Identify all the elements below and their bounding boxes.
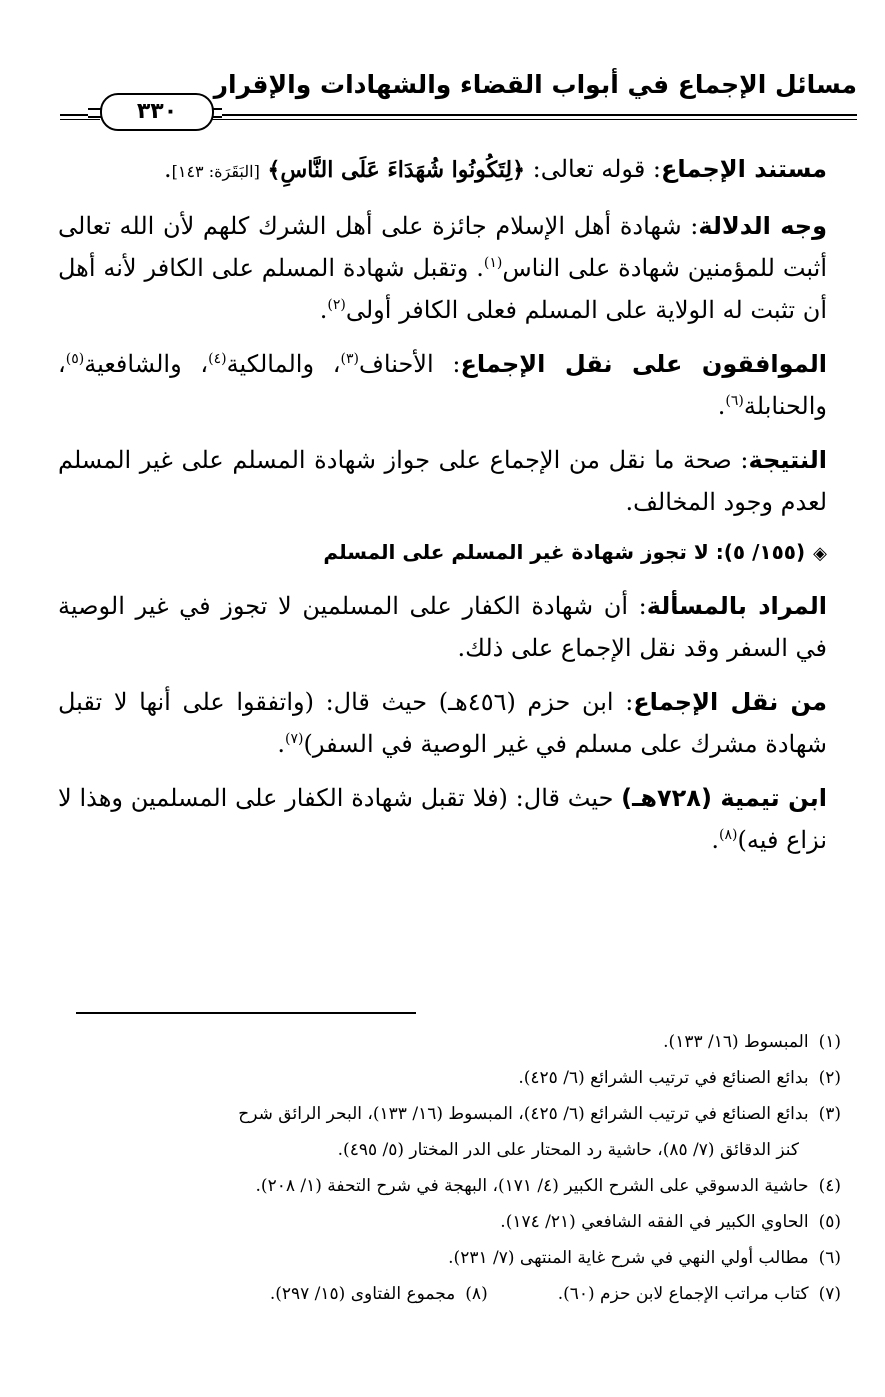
footnotes (66, 1024, 841, 1312)
issue-number: (١٥٥/ ٥) (723, 540, 806, 564)
paragraph-lead: الموافقون على نقل الإجماع (460, 350, 828, 378)
footnote-text: بدائع الصنائع في ترتيب الشرائع (٦/ ٤٢٥)، المبسوط (١٦/ ١٣٣)، البحر الرائق شرح (238, 1104, 809, 1124)
punctuation: . (717, 392, 726, 420)
footnote-text: كتاب مراتب الإجماع لابن حزم (٦٠). (557, 1284, 809, 1304)
footnote-text: مجموع الفتاوى (١٥/ ٢٩٧). (269, 1284, 456, 1304)
punctuation: . (319, 296, 328, 324)
footnote-number: (٥) (818, 1212, 841, 1232)
paragraph-text: : قوله تعالى: (525, 155, 662, 183)
footnote-text: بدائع الصنائع في ترتيب الشرائع (٦/ ٤٢٥). (518, 1068, 809, 1088)
verse-reference: [البَقَرَة: ١٤٣] (171, 162, 260, 181)
footnote-marker[interactable]: (٦) (725, 393, 744, 409)
paragraph-lead: ابن تيمية (٧٢٨هـ) (621, 784, 827, 812)
footnote-marker[interactable]: (٧) (285, 731, 304, 747)
punctuation: . (277, 730, 286, 758)
page-number: ٣٣٠ (100, 93, 214, 131)
footnote-text: مطالب أولي النهي في شرح غاية المنتهى (٧/ ٢٣١). (448, 1248, 809, 1268)
footnote-number: (٤) (818, 1176, 841, 1196)
quran-verse: ﴿لِتَكُونُوا شُهَدَاءَ عَلَى النَّاسِ﴾ (267, 157, 526, 183)
paragraph-evidence (58, 148, 827, 193)
footnote-number: (٦) (818, 1248, 841, 1268)
paragraph-text: : ابن حزم (٤٥٦هـ) حيث قال: (واتفقوا على أنها لا تقبل شهادة مشرك على مسلم في غير الوصية في السفر) (58, 688, 827, 758)
footnote-number: (٢) (818, 1068, 841, 1088)
footnote (66, 1060, 841, 1096)
body-text (58, 148, 827, 873)
footnote-marker[interactable]: (٥) (65, 351, 85, 367)
paragraph-text: : الأحناف (359, 350, 461, 378)
footnote-marker[interactable]: (٢) (327, 297, 346, 313)
footnote-marker[interactable]: (٤) (208, 351, 227, 367)
paragraph-lead: وجه الدلالة (698, 212, 827, 240)
paragraph-text: ، والشافعية (84, 350, 209, 378)
footnote (66, 1168, 841, 1204)
footnote-marker[interactable]: (١) (483, 255, 503, 271)
paragraph-transmitters (58, 681, 827, 765)
footnote-text: الحاوي الكبير في الفقه الشافعي (٢١/ ١٧٤). (500, 1212, 809, 1232)
paragraph-text: ، والحنابلة (58, 350, 827, 420)
footnote-text: حاشية الدسوقي على الشرح الكبير (٤/ ١٧١)، البهجة في شرح التحفة (١/ ٢٠٨). (255, 1176, 809, 1196)
footnote (66, 1240, 841, 1276)
paragraph-text: : صحة ما نقل من الإجماع على جواز شهادة المسلم على غير المسلم لعدم وجود المخالف. (58, 446, 827, 516)
footnote-text: المبسوط (١٦/ ١٣٣). (663, 1032, 809, 1052)
footnote-marker[interactable]: (٨) (719, 827, 738, 843)
punctuation: . (163, 155, 172, 183)
footnote-continuation: كنز الدقائق (٧/ ٨٥)، حاشية رد المحتار على الدر المختار (٥/ ٤٩٥). (337, 1140, 799, 1160)
paragraph-meaning (58, 585, 827, 669)
paragraph-text: : شهادة أهل الإسلام جائزة على أهل الشرك كلهم لأن الله تعالى أثبت للمؤمنين شهادة على الناس (58, 212, 827, 282)
footnote-separator (76, 1012, 416, 1014)
paragraph-text: . وتقبل شهادة المسلم على الكافر لأنه أهل أن تثبت له الولاية على المسلم فعلى الكافر أولى (58, 254, 827, 324)
issue-heading (58, 535, 827, 571)
footnote-number: (٣) (818, 1104, 841, 1124)
footnote-number: (١) (818, 1032, 841, 1052)
header-rule-right-bottom (207, 119, 857, 120)
footnote-number: (٨) (465, 1284, 488, 1304)
issue-title: : لا تجوز شهادة غير المسلم على المسلم (323, 540, 724, 564)
footnote (66, 1024, 841, 1060)
footnote-number: (٧) (818, 1284, 841, 1304)
paragraph-result (58, 439, 827, 523)
footnote (66, 1204, 841, 1240)
footnote-marker[interactable]: (٣) (340, 351, 360, 367)
paragraph-lead: المراد بالمسألة (646, 592, 827, 620)
paragraph-text: حيث قال: (فلا تقبل شهادة الكفار على المسلمين وهذا لا نزاع فيه) (58, 784, 827, 854)
punctuation: . (711, 826, 720, 854)
paragraph-text: : أن شهادة الكفار على المسلمين لا تجوز في غير الوصية في السفر وقد نقل الإجماع على ذلك. (58, 592, 827, 662)
header-rule-left-bottom (60, 119, 100, 120)
footnote (270, 1276, 488, 1312)
header-rule-right-top (207, 114, 857, 116)
footnote-row (66, 1276, 841, 1312)
paragraph-text: ، والمالكية (226, 350, 341, 378)
running-title: مسائل الإجماع في أبواب القضاء والشهادات والإقرار (213, 70, 857, 99)
paragraph-indication (58, 205, 827, 331)
paragraph-ibn-taymiyyah (58, 777, 827, 861)
paragraph-lead: من نقل الإجماع (633, 688, 827, 716)
paragraph-lead: مستند الإجماع (661, 155, 827, 183)
diamond-icon: ◈ (813, 543, 827, 564)
footnote (558, 1276, 841, 1312)
paragraph-lead: النتيجة (748, 446, 827, 474)
footnote (66, 1096, 841, 1132)
paragraph-agreeing (58, 343, 827, 427)
